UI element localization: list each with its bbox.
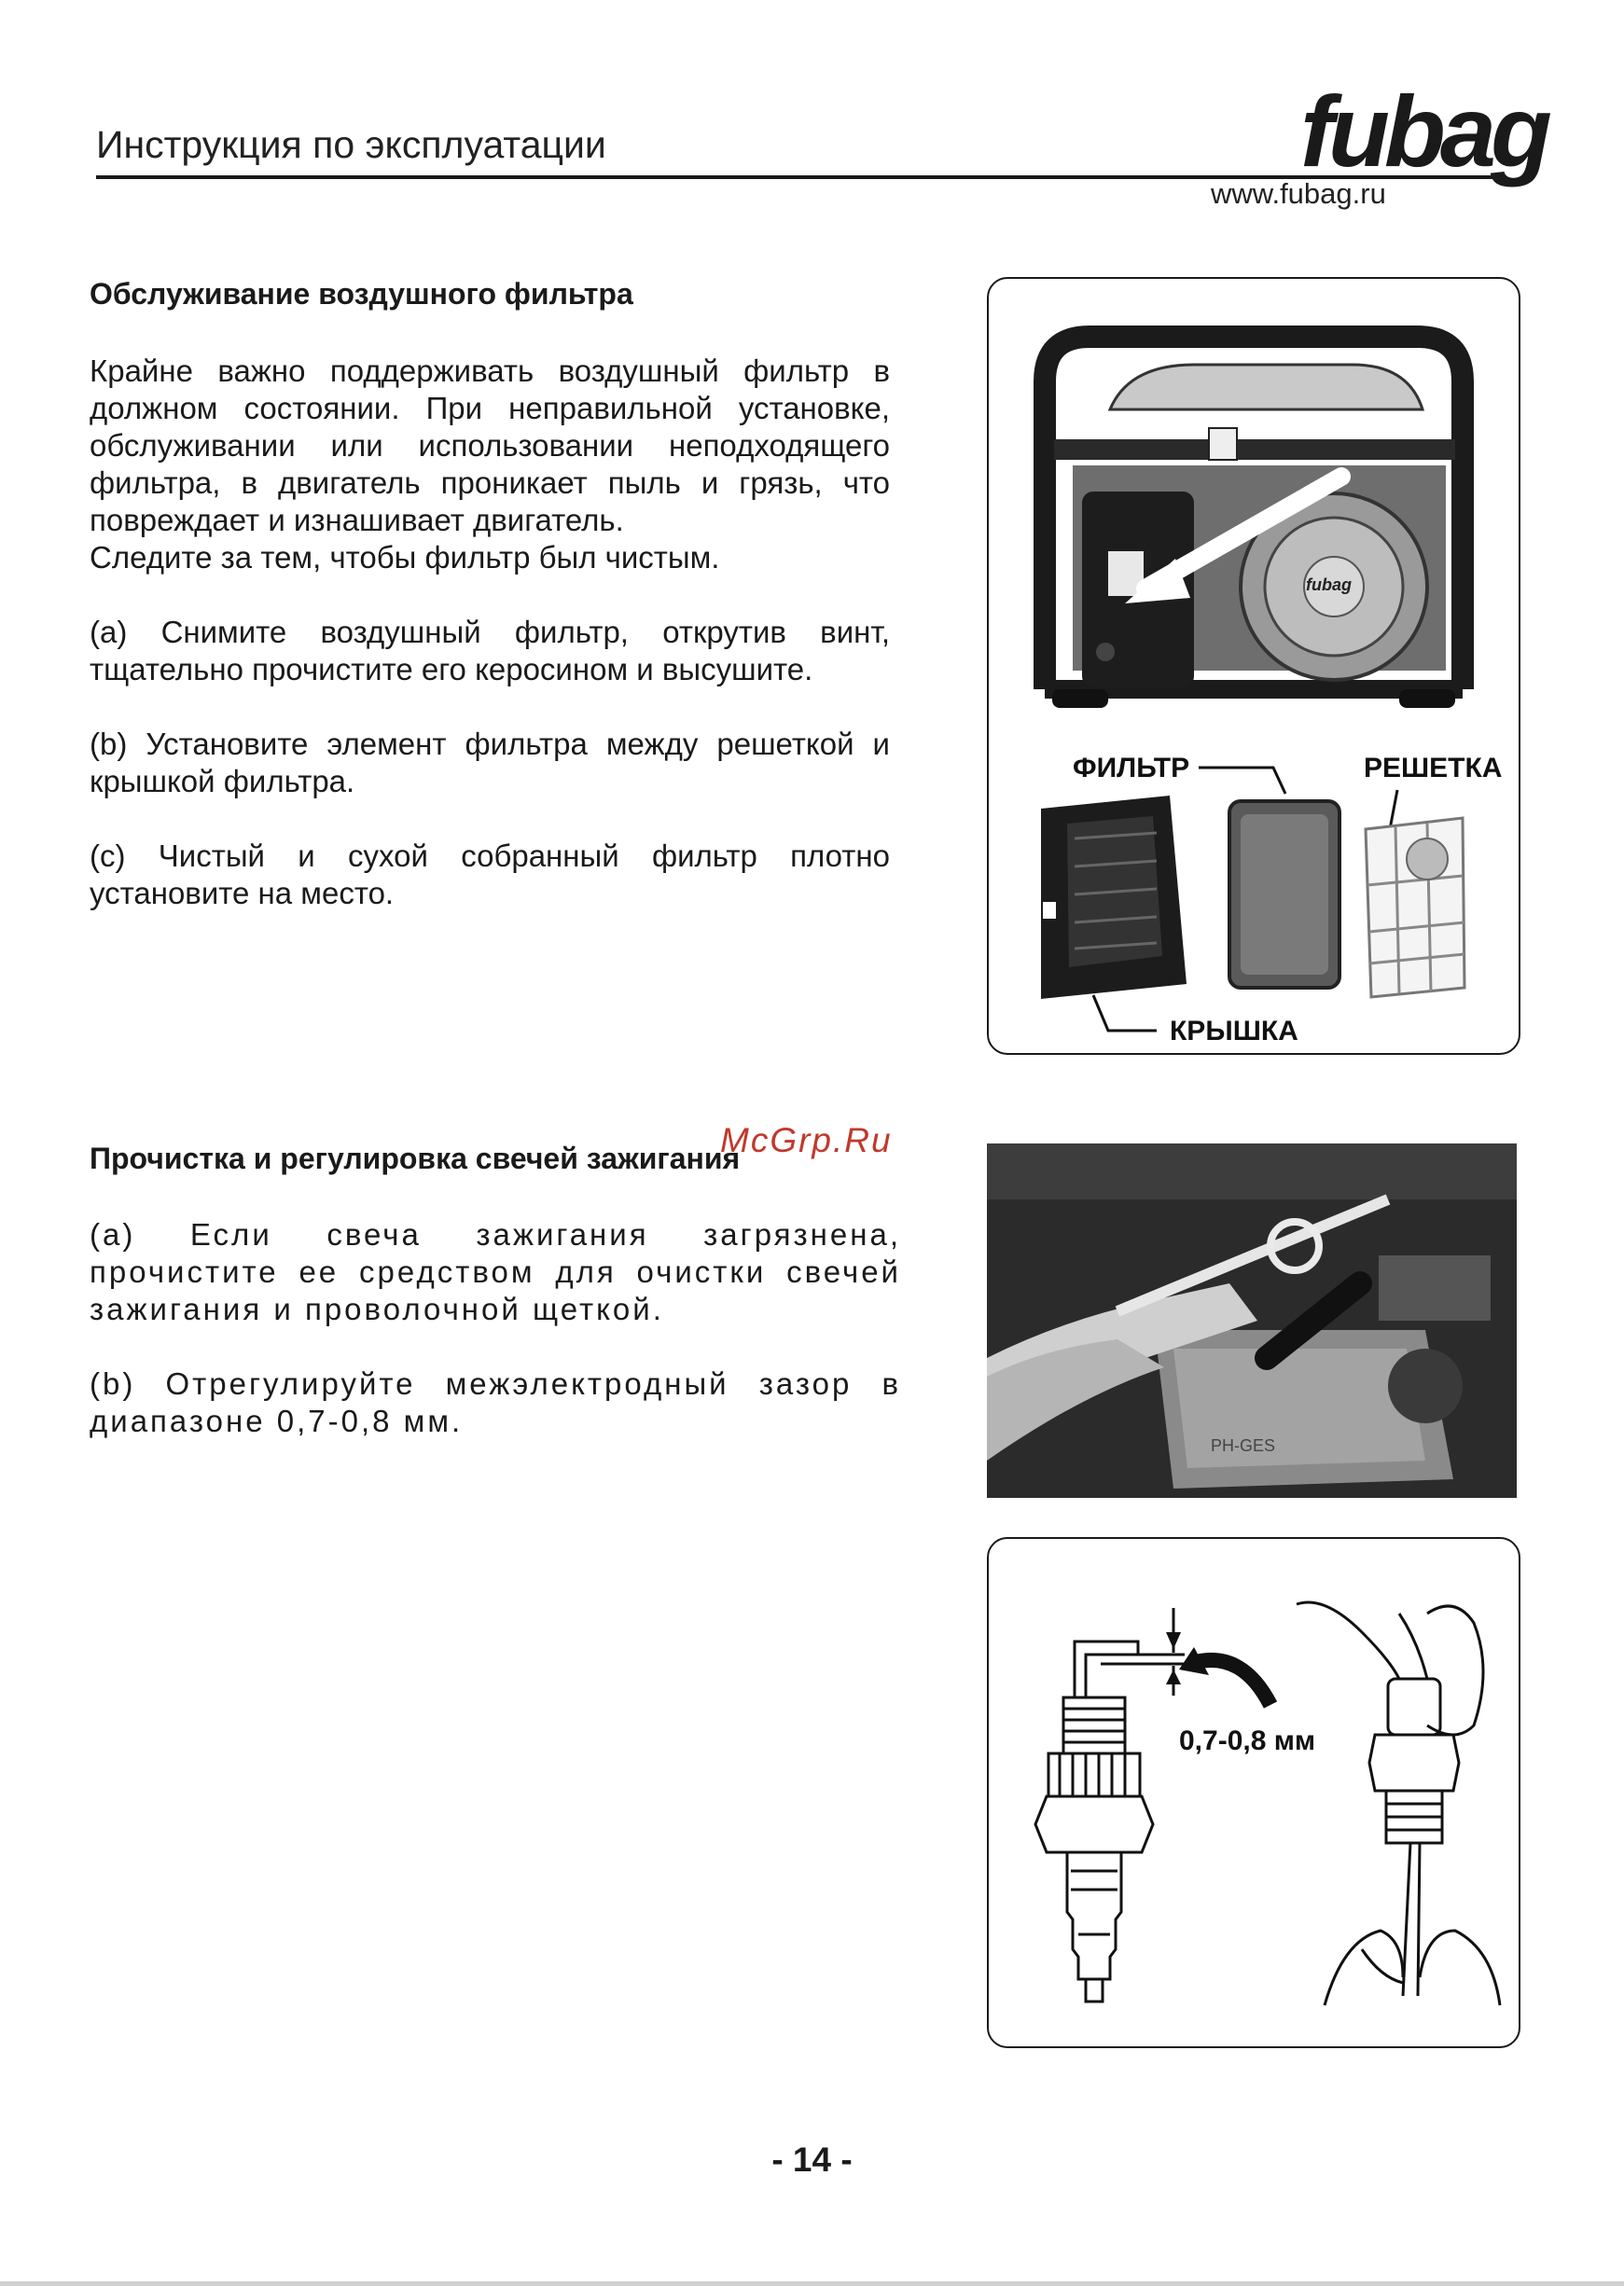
spark-plug-photo <box>987 1143 1517 1498</box>
document-title: Инструкция по эксплуатации <box>96 123 606 166</box>
brand-logo-text: fubag <box>1300 75 1547 187</box>
label-filter: ФИЛЬТР <box>1073 753 1190 783</box>
svg-text:fubag: fubag <box>1306 575 1352 594</box>
air-filter-figure <box>987 277 1520 1055</box>
label-grille: РЕШЕТКА <box>1364 753 1503 783</box>
generator-illustration <box>989 279 1519 1053</box>
spark-plug-photo-illustration <box>987 1143 1517 1498</box>
air-filter-step-c: (c) Чистый и сухой собранный фильтр плотно установите на место. <box>90 838 890 910</box>
air-filter-heading: Обслуживание воздушного фильтра <box>90 277 633 311</box>
air-filter-keep-clean: Следите за тем, чтобы фильтр был чистым. <box>90 540 720 575</box>
spark-plug-heading: Прочистка и регулировка свечей зажигания <box>90 1142 741 1175</box>
bottom-divider <box>0 2281 1624 2286</box>
website-url[interactable]: www.fubag.ru <box>1211 177 1386 210</box>
spark-plug-gap-figure <box>987 1537 1520 2048</box>
spark-plug-step-a: (a) Если свеча зажигания загрязнена, прочистите ее средством для очистки свечей зажигания и проволочной щеткой. <box>90 1217 901 1326</box>
air-filter-intro: Крайне важно поддерживать воздушный фильтр в должном состоянии. При неправильной установке, обслуживании или использовании неподходящего фильтра, в двигатель проникает пыль и грязь, что повреждает и изнашивает двигатель. <box>90 353 890 537</box>
spark-plug-step-b: (b) Отрегулируйте межэлектродный зазор в диапазоне 0,7-0,8 мм. <box>90 1366 901 1438</box>
label-cover: КРЫШКА <box>1170 1016 1298 1046</box>
air-filter-step-a: (a) Снимите воздушный фильтр, открутив винт, тщательно прочистите его керосином и высушите. <box>90 615 890 686</box>
gap-label: 0,7-0,8 мм <box>1179 1725 1316 1756</box>
air-filter-step-b: (b) Установите элемент фильтра между решеткой и крышкой фильтра. <box>90 727 890 798</box>
spark-plug-gap-drawing <box>989 1539 1519 2046</box>
svg-text:PH-GES: PH-GES <box>1211 1436 1276 1455</box>
watermark: McGrp.Ru <box>720 1121 893 1159</box>
page-number: - 14 - <box>771 2141 853 2179</box>
fubag-logo <box>1295 73 1547 194</box>
